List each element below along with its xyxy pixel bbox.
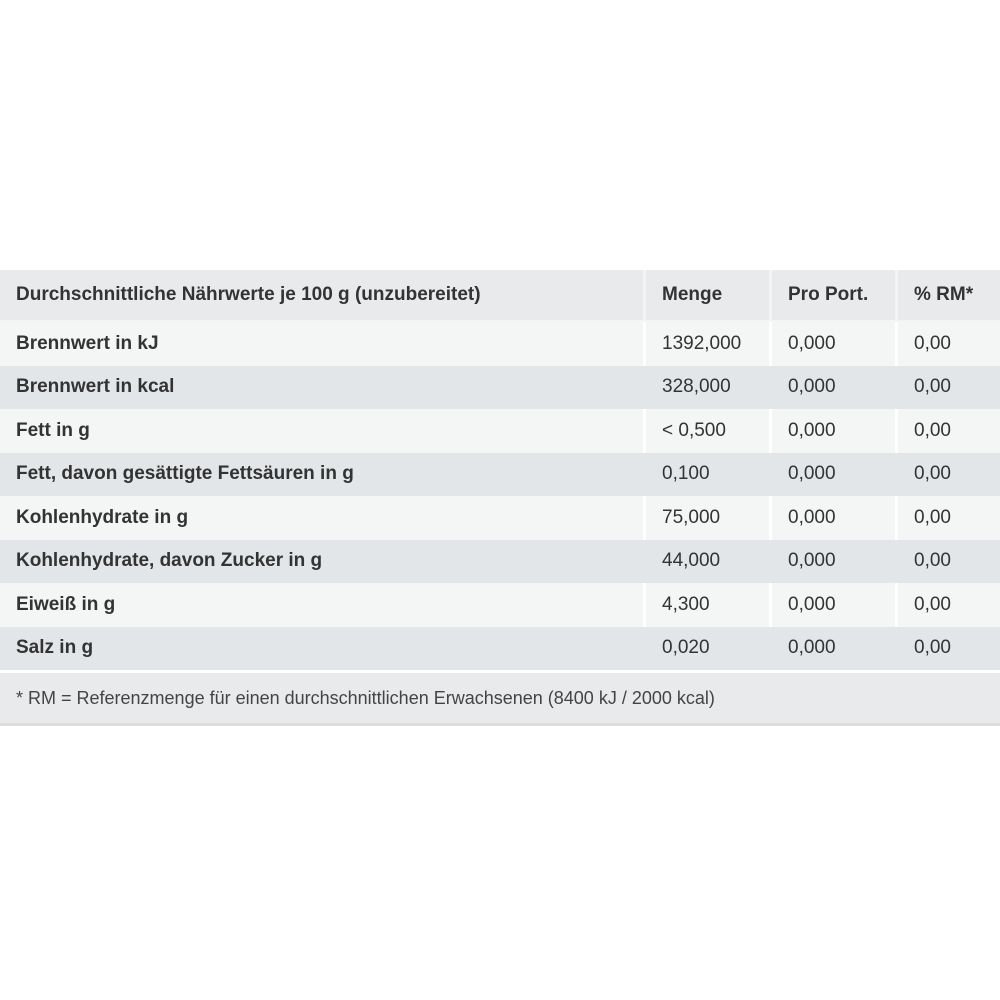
row-menge: 328,000 [643, 366, 769, 410]
row-menge: 75,000 [643, 496, 769, 540]
header-pro-port: Pro Port. [769, 270, 895, 322]
header-rm: % RM* [895, 270, 1000, 322]
table-footer [0, 670, 1000, 726]
table-row [0, 366, 1000, 410]
row-pro-port: 0,000 [769, 322, 895, 366]
row-pro-port: 0,000 [769, 496, 895, 540]
row-menge: 0,100 [643, 453, 769, 497]
table-header [0, 270, 1000, 322]
nutrition-table [0, 270, 1000, 726]
row-menge: 0,020 [643, 627, 769, 671]
row-rm: 0,00 [895, 453, 1000, 497]
row-rm: 0,00 [895, 366, 1000, 410]
footnote-row [0, 670, 1000, 726]
row-label: Brennwert in kcal [0, 366, 643, 410]
row-menge: 1392,000 [643, 322, 769, 366]
row-rm: 0,00 [895, 322, 1000, 366]
header-nutrient: Durchschnittliche Nährwerte je 100 g (unzubereitet) [0, 270, 643, 322]
row-pro-port: 0,000 [769, 366, 895, 410]
footnote: * RM = Referenzmenge für einen durchschnittlichen Erwachsenen (8400 kJ / 2000 kcal) [0, 670, 1000, 726]
row-rm: 0,00 [895, 627, 1000, 671]
table-row [0, 322, 1000, 366]
table-row [0, 496, 1000, 540]
table-row [0, 627, 1000, 671]
row-rm: 0,00 [895, 409, 1000, 453]
row-rm: 0,00 [895, 583, 1000, 627]
row-label: Brennwert in kJ [0, 322, 643, 366]
row-label: Fett in g [0, 409, 643, 453]
row-pro-port: 0,000 [769, 583, 895, 627]
row-rm: 0,00 [895, 540, 1000, 584]
row-menge: < 0,500 [643, 409, 769, 453]
table-row [0, 583, 1000, 627]
row-label: Eiweiß in g [0, 583, 643, 627]
header-menge: Menge [643, 270, 769, 322]
row-menge: 44,000 [643, 540, 769, 584]
row-label: Kohlenhydrate in g [0, 496, 643, 540]
row-pro-port: 0,000 [769, 453, 895, 497]
row-pro-port: 0,000 [769, 627, 895, 671]
table-row [0, 540, 1000, 584]
table-row [0, 453, 1000, 497]
row-rm: 0,00 [895, 496, 1000, 540]
row-label: Fett, davon gesättigte Fettsäuren in g [0, 453, 643, 497]
row-label: Kohlenhydrate, davon Zucker in g [0, 540, 643, 584]
table-row [0, 409, 1000, 453]
header-row [0, 270, 1000, 322]
row-menge: 4,300 [643, 583, 769, 627]
row-pro-port: 0,000 [769, 409, 895, 453]
table-body [0, 322, 1000, 670]
row-pro-port: 0,000 [769, 540, 895, 584]
row-label: Salz in g [0, 627, 643, 671]
